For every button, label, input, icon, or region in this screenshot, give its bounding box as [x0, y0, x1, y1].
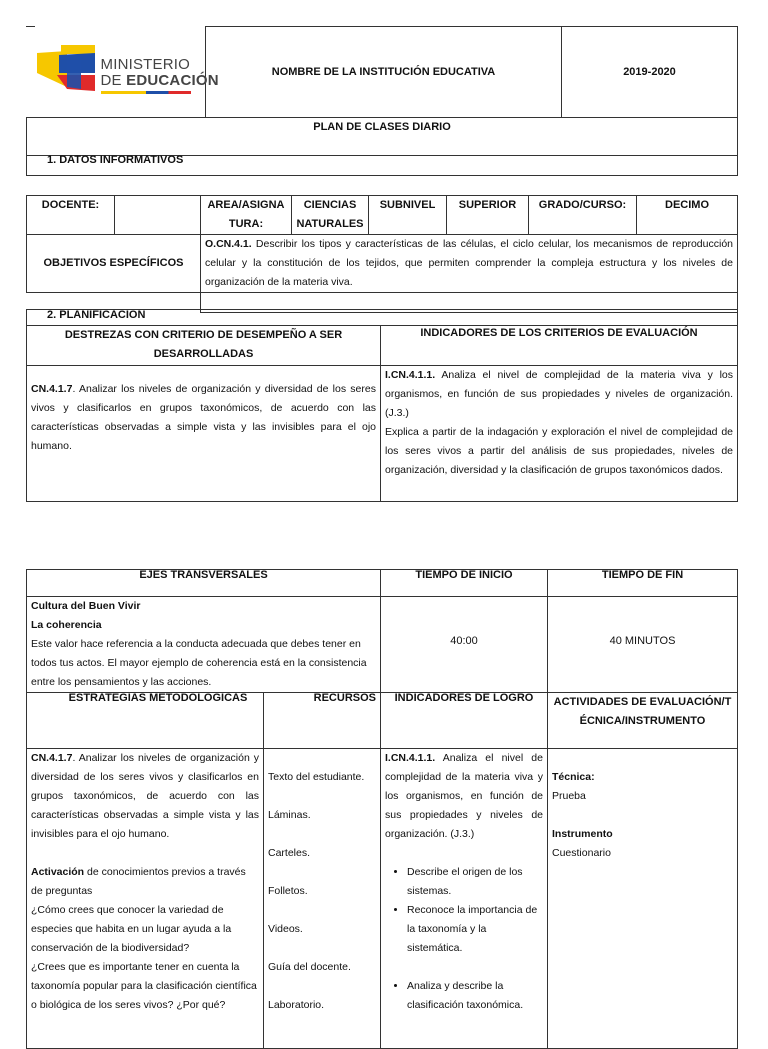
indicador-text [381, 366, 738, 502]
logo-stripe [101, 91, 191, 94]
planificacion-table [26, 309, 738, 502]
indicadores-header: INDICADORES DE LOS CRITERIOS DE EVALUACIÓN [381, 326, 738, 366]
subnivel-label: SUBNIVEL [369, 196, 447, 235]
docente-value [115, 196, 201, 235]
logo-line2: DE EDUCACIÓN [100, 71, 219, 89]
pregunta-2: ¿Crees que es importante tener en cuenta la taxonomía popular para la clasificación científica o biológica de los seres vivos? ¿Por qué? [31, 961, 257, 1011]
logro-content [381, 749, 548, 1049]
header-table [26, 26, 738, 176]
activacion: Activación de conocimientos previos a través de preguntas [31, 866, 246, 897]
tecnica-label: Técnica: [552, 771, 595, 783]
estrategia-destreza: CN.4.1.7. Analizar los niveles de organización y diversidad de los seres vivos y clasificarlos en grupos taxonómicos, de acuerdo con las características observadas a simple vista y las invisibles para el ojo humano. [31, 752, 259, 840]
subnivel-value: SUPERIOR [447, 196, 529, 235]
estrategias-content [27, 749, 264, 1049]
logro-header: INDICADORES DE LOGRO [381, 693, 548, 749]
institution-name: NOMBRE DE LA INSTITUCIÓN EDUCATIVA [206, 27, 562, 118]
section-datos-informativos: 1. DATOS INFORMATIVOS [27, 156, 738, 176]
ejes-table [26, 569, 738, 1049]
recurso-item: Texto del estudiante. [268, 771, 365, 783]
recursos-list [264, 749, 381, 1049]
datos-table [26, 195, 738, 313]
ministerio-logo [37, 45, 219, 95]
destrezas-header: DESTREZAS CON CRITERIO DE DESEMPEÑO A SER DESARROLLADAS [27, 326, 381, 366]
objetivos-label: OBJETIVOS ESPECÍFICOS [27, 235, 201, 293]
actividades-content [548, 749, 738, 1049]
objetivo-text: O.CN.4.1. Describir los tipos y características de las células, el ciclo celular, los mecanismos de reproducción celular y la constitución de los tejidos, que permiten comprender la compleja estructura y los niveles de organización de la materia viva. [201, 235, 738, 293]
logro-bullet: • Describe el origen de los sistemas. [407, 863, 543, 901]
recurso-item: Folletos. [268, 885, 308, 897]
tiempo-inicio-header: TIEMPO DE INICIO [381, 570, 548, 597]
coherencia-texto: Este valor hace referencia a la conducta adecuada que debes tener en todos tus actos. El mayor ejemplo de coherencia está en la consistencia entre los pensamientos y las acciones. [31, 638, 367, 688]
recurso-item: Láminas. [268, 809, 311, 821]
ejes-header: EJES TRANSVERSALES [27, 570, 381, 597]
logro-bullet: • Analiza y describe la clasificación taxonómica. [407, 977, 543, 1015]
plan-title: PLAN DE CLASES DIARIO [27, 118, 738, 156]
logro-bullets [385, 863, 543, 1015]
recursos-header: RECURSOS [264, 693, 381, 749]
section-planificacion: 2. PLANIFICACION [27, 310, 738, 326]
instrumento-value: Cuestionario [552, 847, 611, 859]
logo-cell [27, 27, 219, 118]
indicador-paragraph-2: Explica a partir de la indagación y exploración el nivel de complejidad de los seres vivos a partir del análisis de sus propiedades, niveles de organización, diversidad y la clasificación de grupos taxonómicos dados. [385, 426, 733, 476]
ecuador-flag-icon [37, 45, 97, 93]
recurso-item: Carteles. [268, 847, 311, 859]
logo-line1: MINISTERIO [100, 55, 191, 73]
logro-bullet: • Reconoce la importancia de la taxonomía y la sistemática. [407, 901, 543, 958]
instrumento-label: Instrumento [552, 828, 613, 840]
tiempo-fin-value: 40 MINUTOS [548, 597, 738, 693]
area-label: AREA/ASIGNATURA: [201, 196, 292, 235]
tiempo-fin-header: TIEMPO DE FIN [548, 570, 738, 597]
indicador-paragraph-1: I.CN.4.1.1. Analiza el nivel de complejidad de la materia viva y los organismos, en función de sus propiedades y niveles de organización. (J.3.) [385, 369, 733, 419]
logro-indicador: I.CN.4.1.1. Analiza el nivel de complejidad de la materia viva y los organismos, en función de sus propiedades y niveles de organización. (J.3.) [385, 752, 543, 840]
actividades-header: ACTIVIDADES DE EVALUACIÓN/TÉCNICA/INSTRUMENTO [548, 693, 738, 749]
recurso-item: Videos. [268, 923, 303, 935]
ejes-content [27, 597, 381, 693]
cultura-buen-vivir: Cultura del Buen Vivir [31, 600, 141, 612]
la-coherencia: La coherencia [31, 619, 102, 631]
estrategias-header: ESTRATEGIAS METODOLOGICAS [27, 693, 264, 749]
area-value: CIENCIAS NATURALES [292, 196, 369, 235]
pregunta-1: ¿Cómo crees que conocer la variedad de especies que habita en un lugar ayuda a la conservación de la biodiversidad? [31, 904, 232, 954]
docente-label: DOCENTE: [27, 196, 115, 235]
grado-label: GRADO/CURSO: [529, 196, 637, 235]
grado-value: DECIMO [637, 196, 738, 235]
recurso-item: Guía del docente. [268, 961, 351, 973]
destreza-text: CN.4.1.7. Analizar los niveles de organización y diversidad de los seres vivos y clasificarlos en grupos taxonómicos, de acuerdo con las características observadas a simple vista y las invisibles para el ojo humano. [27, 366, 381, 502]
school-year: 2019-2020 [562, 27, 738, 118]
recurso-item: Laboratorio. [268, 999, 325, 1011]
tiempo-inicio-value: 40:00 [381, 597, 548, 693]
tecnica-value: Prueba [552, 790, 586, 802]
